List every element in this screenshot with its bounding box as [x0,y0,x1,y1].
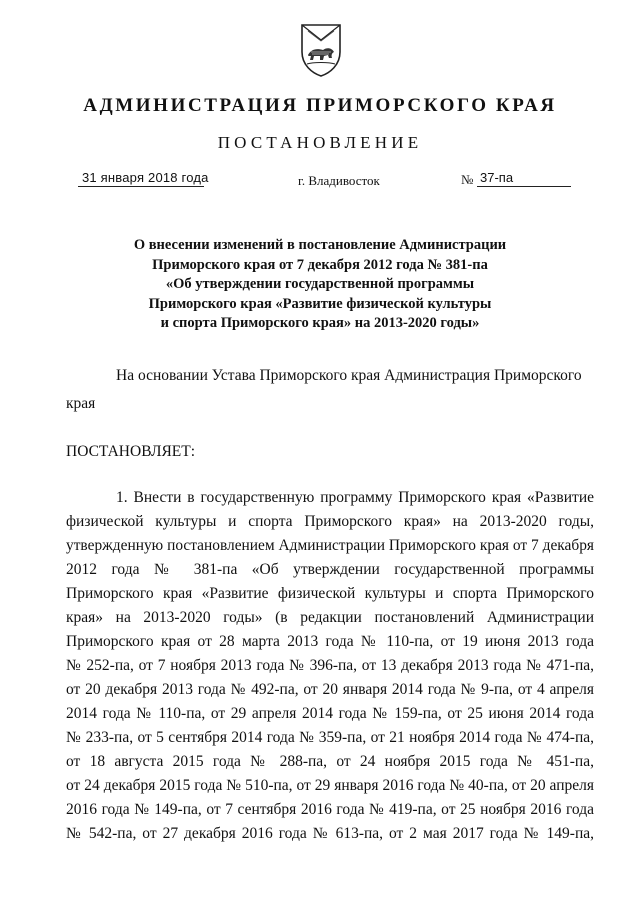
body-line: 2016 года № 149-па, от 7 сентября 2016 года № 419-па, от 25 ноября 2016 года [66,801,594,818]
body-line: 1. Внести в государственную программу Приморского края «Развитие [116,489,594,506]
subject-line: Приморского края от 7 декабря 2012 года № 381-па [152,256,488,273]
preamble-line: На основании Устава Приморского края Администрация Приморского [116,367,582,384]
body-line: от 24 декабря 2015 года № 510-па, от 29 января 2016 года № 40-па, от 20 апреля [66,777,594,794]
subject-line: Приморского края «Развитие физической культуры [148,295,492,312]
body-line: от 18 августа 2015 года № 288-па, от 24 ноября 2015 года № 451-па, [66,753,594,770]
resolve-heading: ПОСТАНОВЛЯЕТ: [66,443,196,460]
document-type: ПОСТАНОВЛЕНИЕ [217,133,423,152]
subject-line: О внесении изменений в постановление Администрации [133,237,507,253]
body-line: № 252-па, от 7 ноября 2013 года № 396-па, от 13 декабря 2013 года № 471-па, [66,657,594,674]
body-line: края» на 2013-2020 годы» (в редакции постановлений Администрации [66,609,594,626]
document-date: 31 января 2018 года [82,170,209,185]
body-line: Приморского края от 28 марта 2013 года № 110-па, от 19 июня 2013 года [66,633,594,650]
body-line: физической культуры и спорта Приморского края» на 2013-2020 годы, [66,513,594,530]
body-line: от 20 декабря 2013 года № 492-па, от 20 января 2014 года № 9-па, от 4 апреля [66,681,594,698]
body-line: 2014 года № 110-па, от 29 апреля 2014 года № 159-па, от 25 июня 2014 года [66,705,594,722]
body-line: 2012 года № 381-па «Об утверждении государственной программы [66,561,594,578]
document-city: г. Владивосток [298,173,380,188]
document-number: 37-па [480,170,514,185]
body-line: № 542-па, от 27 декабря 2016 года № 613-па, от 2 мая 2017 года № 149-па, [66,825,594,842]
document-subject [100,236,540,334]
subject-line: «Об утверждении государственной программы [165,276,475,292]
organization-title: АДМИНИСТРАЦИЯ ПРИМОРСКОГО КРАЯ [83,95,557,116]
number-underline [477,186,571,187]
subject-line: и спорта Приморского края» на 2013-2020 годы» [160,315,480,331]
body-line: № 233-па, от 5 сентября 2014 года № 359-па, от 21 ноября 2014 года № 474-па, [66,729,594,746]
date-underline [78,186,204,187]
primorsky-coat-of-arms-icon [299,22,343,78]
body-line: утвержденную постановлением Администрации Приморского края от 7 декабря [66,537,594,554]
body-line: Приморского края «Развитие физической культуры и спорта Приморского [66,585,594,602]
preamble-line: края [66,395,96,412]
document-number-label: № [461,172,474,187]
